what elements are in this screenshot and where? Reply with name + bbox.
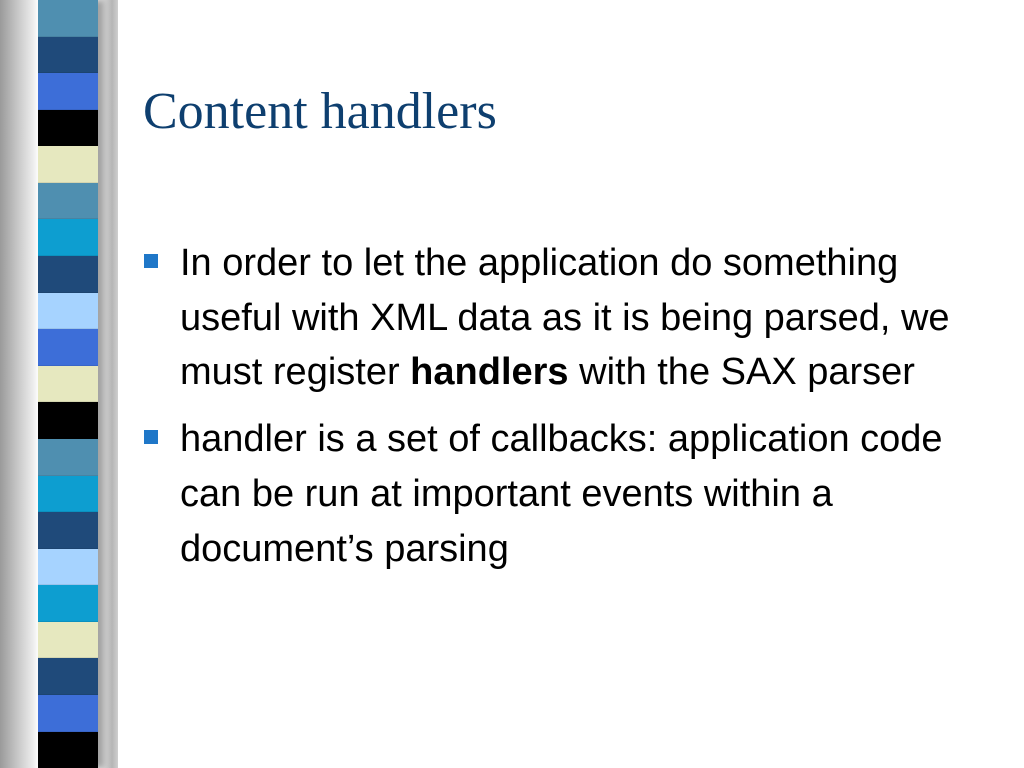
stripe-segment xyxy=(38,110,98,147)
stripe-segment xyxy=(38,256,98,293)
stripe-segment xyxy=(38,329,98,366)
stripe-segment xyxy=(38,732,98,768)
stripe-segment xyxy=(38,37,98,74)
stripe-segment xyxy=(38,73,98,110)
stripe-segment xyxy=(38,219,98,256)
stripe-column xyxy=(38,0,98,768)
bullet-square-icon xyxy=(144,430,158,444)
stripe-segment xyxy=(38,585,98,622)
bullet-text-2-content: handler is a set of callbacks: application code can be run at important events within a document’s parsing xyxy=(180,418,943,570)
bullet-text-1-bold: handlers xyxy=(410,351,569,394)
bullet-square-icon xyxy=(144,254,158,268)
stripe-segment xyxy=(38,439,98,476)
stripe-segment xyxy=(38,549,98,586)
slide-title: Content handlers xyxy=(143,83,497,140)
stripe-segment xyxy=(38,658,98,695)
stripe-segment xyxy=(38,622,98,659)
bullet-text-1 xyxy=(180,236,980,400)
bullet-text-1-start: In order to let the application do something useful with XML data as it is being parsed, we must register xyxy=(180,242,950,394)
stripe-segment xyxy=(38,146,98,183)
stripe-segment xyxy=(38,512,98,549)
bullet-list xyxy=(144,236,994,588)
bullet-text-1-end: with the SAX parser xyxy=(568,351,915,394)
bullet-item-2 xyxy=(144,412,994,576)
stripe-segment xyxy=(38,293,98,330)
bullet-text-2 xyxy=(180,412,980,576)
stripe-segment xyxy=(38,402,98,439)
stripe-segment xyxy=(38,476,98,513)
stripe-segment xyxy=(38,183,98,220)
bullet-item-1 xyxy=(144,236,994,400)
stripe-segment xyxy=(38,366,98,403)
decorative-left-strip xyxy=(0,0,118,768)
stripe-segment xyxy=(38,0,98,37)
stripe-segment xyxy=(38,695,98,732)
